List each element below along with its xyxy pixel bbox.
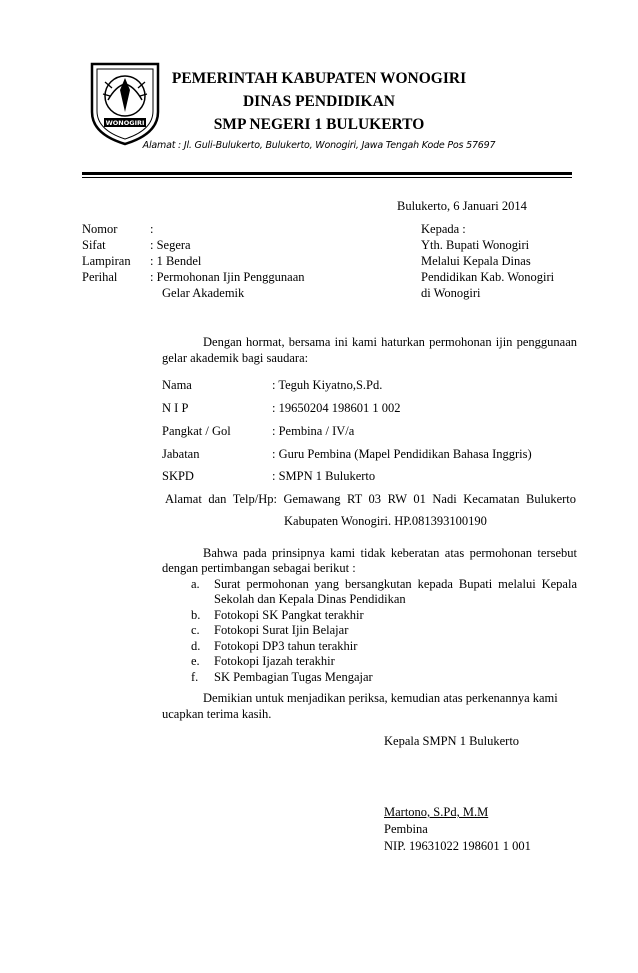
recipient-line: Melalui Kepala Dinas (421, 254, 531, 268)
attachment-marker: d. (191, 639, 201, 653)
body2-line-2: dengan pertimbangan sebagai berikut : (162, 561, 356, 575)
meta-value-perihal: : Permohonan Ijin Penggunaan (150, 270, 305, 284)
attachment-marker: f. (191, 670, 199, 684)
meta-label-perihal: Perihal (82, 270, 118, 284)
letterhead-rule-thin (82, 177, 572, 178)
detail-value-nama: : Teguh Kiyatno,S.Pd. (272, 378, 383, 392)
meta-label-lampiran: Lampiran (82, 254, 131, 268)
detail-label-pangkat: Pangkat / Gol (162, 424, 231, 438)
meta-value-perihal-cont: Gelar Akademik (162, 286, 245, 300)
recipient-line: Pendidikan Kab. Wonogiri (421, 270, 555, 284)
attachment-item: Fotokopi Ijazah terakhir (214, 654, 335, 668)
meta-value-nomor: : (150, 222, 154, 236)
detail-value-jabatan: : Guru Pembina (Mapel Pendidikan Bahasa Inggris) (272, 447, 532, 461)
letterhead-address: Alamat : Jl. Guli-Bulukerto, Bulukerto, Wonogiri, Jawa Tengah Kode Pos 57697 (142, 140, 496, 151)
body2-line-1: Bahwa pada prinsipnya kami tidak keberatan atas permohonan tersebut (203, 546, 577, 560)
address-line-2: Kabupaten Wonogiri. HP.081393100190 (284, 514, 487, 528)
meta-label-sifat: Sifat (82, 238, 106, 252)
detail-label-nama: Nama (162, 378, 192, 392)
letter-date: Bulukerto, 6 Januari 2014 (397, 199, 527, 213)
attachment-marker: a. (191, 577, 200, 591)
meta-value-sifat: : Segera (150, 238, 191, 252)
attachment-item: SK Pembagian Tugas Mengajar (214, 670, 373, 684)
attachment-marker: e. (191, 654, 200, 668)
logo-banner-text: WONOGIRI (105, 119, 145, 127)
closing-line-1: Demikian untuk menjadikan periksa, kemudian atas perkenannya kami (203, 691, 558, 705)
signature-title: Kepala SMPN 1 Bulukerto (384, 734, 520, 748)
detail-value-pangkat: : Pembina / IV/a (272, 424, 355, 438)
signature-nip: NIP. 19631022 198601 1 001 (384, 839, 531, 853)
opening-line-1: Dengan hormat, bersama ini kami haturkan permohonan ijin penggunaan (203, 335, 577, 349)
address-line-1: Alamat dan Telp/Hp: Gemawang RT 03 RW 01 Nadi Kecamatan Bulukerto (165, 492, 576, 506)
detail-label-jabatan: Jabatan (162, 447, 200, 461)
letterhead-government: PEMERINTAH KABUPATEN WONOGIRI (171, 70, 467, 87)
detail-label-skpd: SKPD (162, 469, 194, 483)
meta-value-lampiran: : 1 Bendel (150, 254, 202, 268)
letterhead-school: SMP NEGERI 1 BULUKERTO (213, 116, 425, 133)
attachment-item-line2: Sekolah dan Kepala Dinas Pendidikan (214, 592, 406, 606)
detail-value-skpd: : SMPN 1 Bulukerto (272, 469, 376, 483)
recipient-line: di Wonogiri (421, 286, 481, 300)
signature-rank: Pembina (384, 822, 428, 836)
attachment-item: Fotokopi DP3 tahun terakhir (214, 639, 358, 653)
attachment-item: Fotokopi Surat Ijin Belajar (214, 623, 349, 637)
recipient-line: Kepada : (421, 222, 466, 236)
signature-name: Martono, S.Pd, M.M (384, 805, 489, 819)
attachment-item-line1: Surat permohonan yang bersangkutan kepada Bupati melalui Kepala (214, 577, 577, 591)
letterhead-department: DINAS PENDIDIKAN (242, 93, 395, 110)
letterhead-rule-thick (82, 172, 572, 175)
attachment-item: Fotokopi SK Pangkat terakhir (214, 608, 364, 622)
meta-label-nomor: Nomor (82, 222, 118, 236)
opening-line-2: gelar akademik bagi saudara: (162, 351, 309, 365)
detail-value-nip: : 19650204 198601 1 002 (272, 401, 401, 415)
detail-label-nip: N I P (162, 401, 189, 415)
recipient-line: Yth. Bupati Wonogiri (421, 238, 530, 252)
closing-line-2: ucapkan terima kasih. (162, 707, 272, 721)
attachment-marker: c. (191, 623, 200, 637)
attachment-marker: b. (191, 608, 201, 622)
